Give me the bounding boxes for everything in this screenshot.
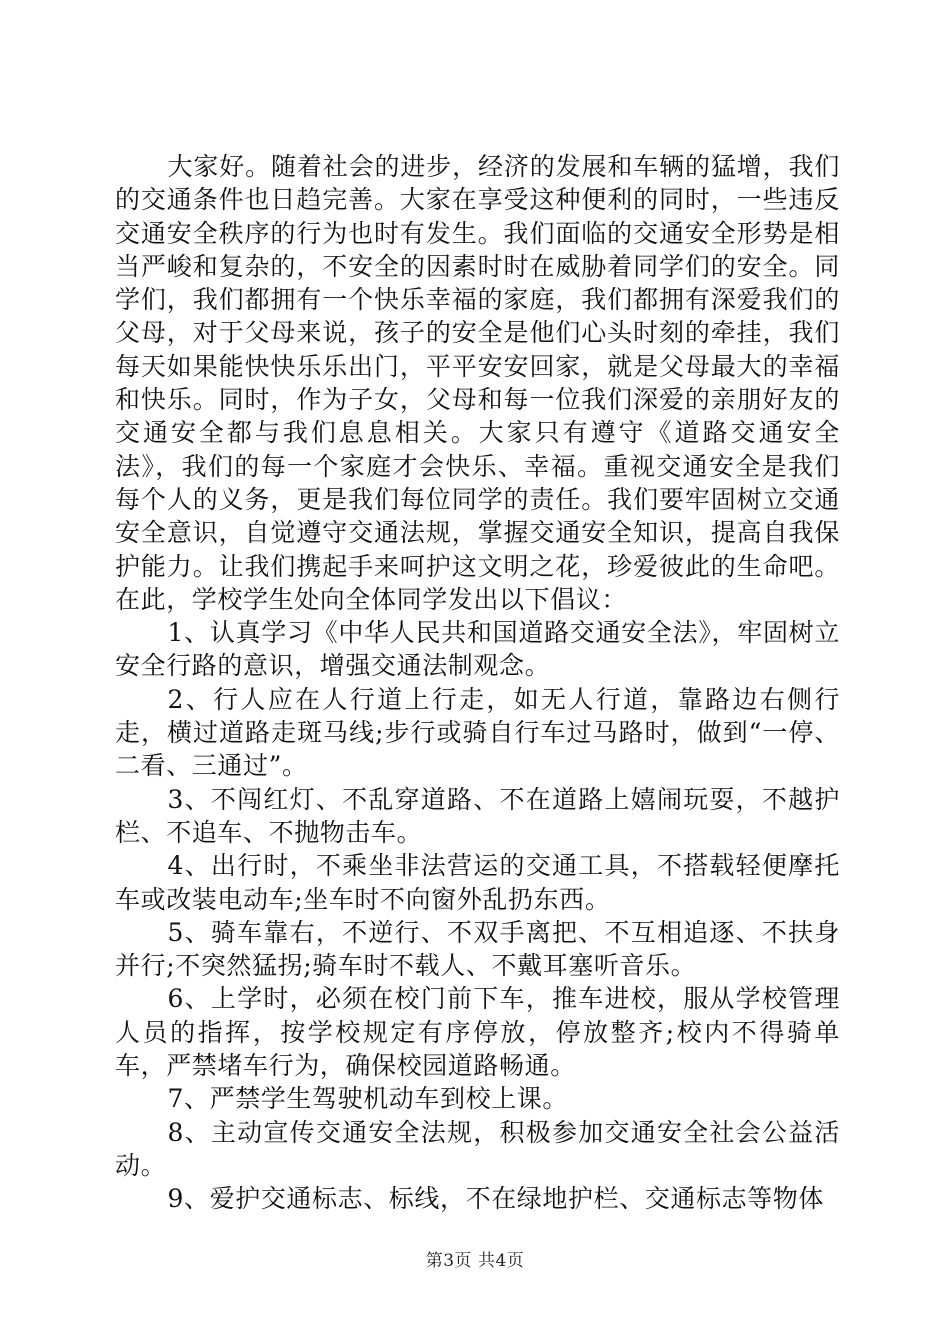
page-footer <box>0 1246 950 1271</box>
proposal-item-9: 9、爱护交通标志、标线，不在绿地护栏、交通标志等物体 <box>167 1184 825 1214</box>
intro-paragraph: 大家好。随着社会的进步，经济的发展和车辆的猛增，我们的交通条件也日趋完善。大家在享受这种便利的同时，一些违反交通安全秩序的行为也时有发生。我们面临的交通安全形势是相当严峻和复杂的，不安全的因素时时在威胁着同学们的安全。同学们，我们都拥有一个快乐幸福的家庭，我们都拥有深爱我们的父母，对于父母来说，孩子的安全是他们心头时刻的牵挂，我们每天如果能快快乐乐出门，平平安安回家，就是父母最大的幸福和快乐。同时，作为子女，父母和每一位我们深爱的亲朋好友的交通安全都与我们息息相关。大家只有遵守《道路交通安全法》，我们的每一个家庭才会快乐、幸福。重视交通安全是我们每个人的义务，更是我们每位同学的责任。我们要牢固树立交通安全意识，自觉遵守交通法规，掌握交通安全知识，提高自我保护能力。让我们携起手来呵护这文明之花，珍爱彼此的生命吧。在此，学校学生处向全体同学发出以下倡议： <box>115 152 840 614</box>
proposal-item-5: 5、骑车靠右，不逆行、不双手离把、不互相追逐、不扶身并行;不突然猛拐;骑车时不载人、不戴耳塞听音乐。 <box>115 917 840 981</box>
proposal-item-7: 7、严禁学生驾驶机动车到校上课。 <box>167 1084 569 1114</box>
page-number: 第3页 共4页 <box>425 1251 525 1271</box>
proposal-item-8: 8、主动宣传交通安全法规，积极参加交通安全社会公益活动。 <box>115 1117 840 1180</box>
proposal-item-2: 2、行人应在人行道上行走，如无人行道，靠路边右侧行走，横过道路走斑马线;步行或骑自行车过马路时，做到“一停、二看、三通过”。 <box>115 684 840 781</box>
proposal-item-4: 4、出行时，不乘坐非法营运的交通工具，不搭载轻便摩托车或改装电动车;坐车时不向窗外乱扔东西。 <box>115 851 840 914</box>
proposal-item-3: 3、不闯红灯、不乱穿道路、不在道路上嬉闹玩耍，不越护栏、不追车、不抛物击车。 <box>115 784 840 847</box>
document-body <box>115 150 840 1216</box>
proposal-item-1: 1、认真学习《中华人民共和国道路交通安全法》，牢固树立安全行路的意识，增强交通法制观念。 <box>115 618 840 681</box>
proposal-item-6: 6、上学时，必须在校门前下车，推车进校，服从学校管理人员的指挥，按学校规定有序停放，停放整齐;校内不得骑单车，严禁堵车行为，确保校园道路畅通。 <box>115 984 840 1081</box>
